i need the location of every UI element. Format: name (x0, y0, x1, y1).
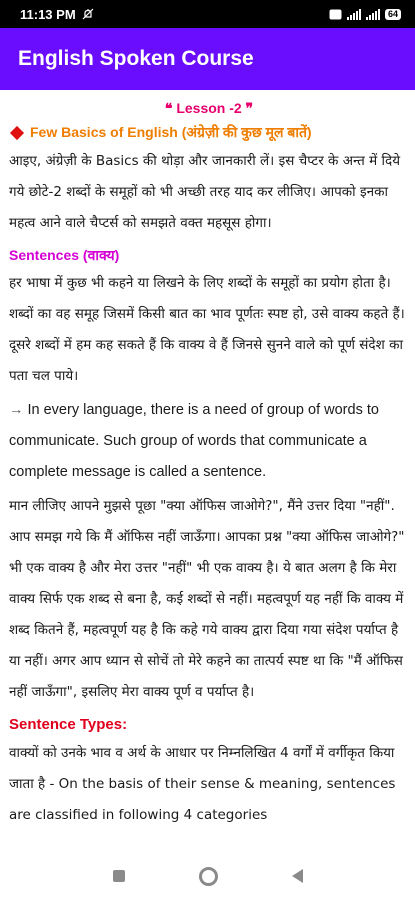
back-button[interactable] (292, 869, 303, 883)
sentence-types-heading: Sentence Types: (9, 716, 128, 733)
basics-heading-row (9, 123, 409, 142)
status-right (329, 9, 401, 20)
mute-icon (82, 8, 94, 20)
status-left (20, 7, 94, 22)
signal-icon-2 (366, 9, 380, 20)
app-bar (0, 28, 415, 90)
sentences-heading: Sentences (वाक्य) (9, 247, 120, 263)
system-nav-bar (0, 852, 415, 900)
sentences-english-paragraph (9, 395, 409, 488)
arrow-icon: → (9, 402, 24, 418)
battery-icon: 64 (385, 9, 401, 20)
sentences-hindi-paragraph: हर भाषा में कुछ भी कहने या लिखने के लिए शब्दों के समूहों का प्रयोग होता है। शब्दों का वह समूह जिसमें किसी बात का भाव पूर्णतः स्पष्ट हो, उसे वाक्य कहते हैं। दूसरे शब्दों में हम कह सकते हैं कि वाक्य वे हैं जिनसे सुनने वाले को पूर्ण संदेश का पता चल पाये। (9, 275, 405, 384)
app-title: English Spoken Course (18, 47, 254, 70)
basics-heading: Few Basics of English (अंग्रेज़ी की कुछ मूल बातें) (30, 124, 312, 140)
red-diamond-icon (10, 125, 24, 139)
example-paragraph: मान लीजिए आपने मुझसे पूछा "क्या ऑफिस जाओगे?", मैंने उत्तर दिया "नहीं". आप समझ गये कि मैं ऑफिस नहीं जाऊँगा। आपका प्रश्न "क्या ऑफिस जाओगे?" भी एक वाक्य है और मेरा उत्तर "नहीं" भी एक वाक्य है। ये बात अलग है कि मेरा वाक्य सिर्फ एक शब्द से बना है, कई शब्दों से नहीं। महत्वपूर्ण यह नहीं कि वाक्य में शब्द कितने हैं, महत्वपूर्ण यह है कि कहे गये वाक्य द्वारा दिया गया संदेश पर्याप्त है या नहीं। अगर आप ध्यान से सोचें तो मेरे कहने का तात्पर्य स्पष्ट था कि "मैं ऑफिस नहीं जाऊँगा", इसलिए मेरा वाक्य पूर्ण व पर्याप्त है। (9, 498, 405, 700)
home-button[interactable] (199, 867, 218, 886)
status-bar (0, 0, 415, 28)
sentence-types-paragraph: वाक्यों को उनके भाव व अर्थ के आधार पर निम्नलिखित 4 वर्गों में वर्गीकृत किया जाता है - On the basis of their sense & meaning, sentences are classified in following 4 categories (9, 745, 396, 823)
status-time: 11:13 PM (20, 6, 76, 22)
recent-apps-button[interactable] (113, 870, 125, 882)
sentences-english-text: In every language, there is a need of group of words to communicate. Such group of words that communicate a complete message is called a sentence. (9, 402, 379, 480)
signal-icon (347, 9, 361, 20)
wifi-box-icon (329, 9, 342, 20)
intro-paragraph: आइए, अंग्रेज़ी के Basics की थोड़ा और जानकारी लें। इस चैप्टर के अन्त में दिये गये छोटे-2 शब्दों के समूहों को भी अच्छी तरह याद कर लीजिए। आपको इनका महत्व आने वाले चैप्टर्स को समझते वक्त महसूस होगा। (9, 153, 401, 231)
lesson-title: ❝ Lesson -2 ❞ (164, 100, 254, 116)
lesson-content[interactable] (0, 90, 415, 860)
